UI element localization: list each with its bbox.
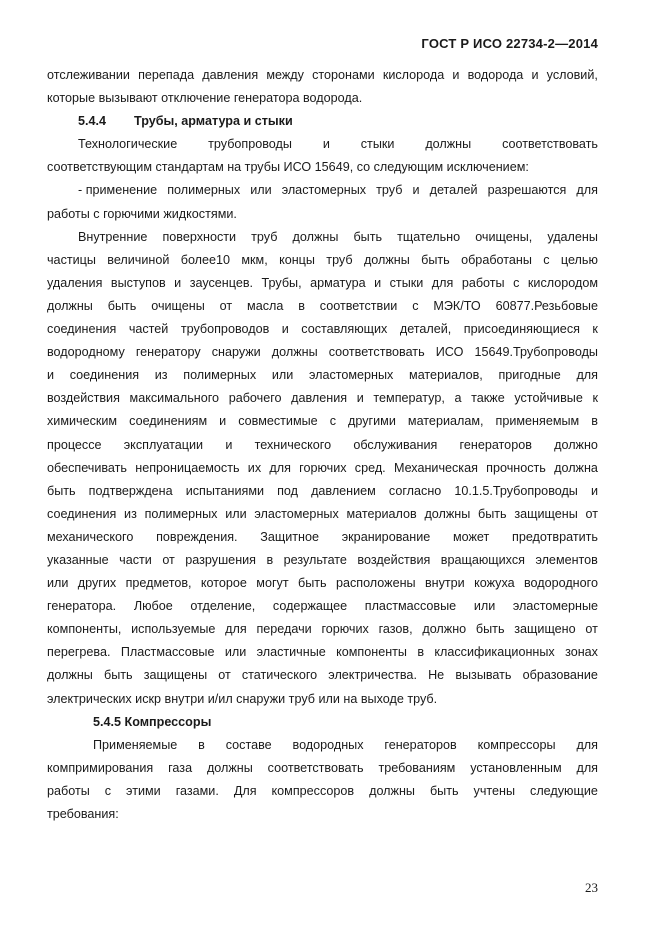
word: компримирования: [47, 760, 154, 775]
word: предотвратить: [512, 529, 598, 544]
word: передачи: [256, 622, 312, 637]
word: для: [576, 760, 598, 775]
text-line: [47, 595, 598, 618]
word: или: [225, 506, 247, 521]
word: должны: [369, 783, 415, 798]
word: пластмассовые: [364, 599, 457, 614]
word: эластомерных: [281, 183, 367, 198]
word: частицы: [47, 252, 96, 267]
word: быть: [103, 668, 133, 683]
document-body: [47, 64, 598, 826]
word: обслуживания: [353, 437, 438, 452]
word: Механическая: [393, 460, 478, 475]
word: под: [277, 483, 299, 498]
word: от: [218, 668, 231, 683]
word: испытаниями: [185, 483, 265, 498]
word: зонах: [565, 645, 598, 660]
word: элементов: [535, 552, 598, 567]
text-line: [47, 618, 598, 641]
word: перепада: [138, 68, 195, 82]
word: газами.: [175, 783, 219, 798]
word: с: [543, 252, 550, 267]
word: согласно: [388, 483, 442, 498]
word: труб: [251, 229, 278, 244]
word: расположены: [335, 576, 416, 591]
word: этими: [126, 783, 161, 798]
word: соединения: [47, 322, 117, 337]
word: защищены: [143, 668, 208, 683]
word: и: [219, 414, 227, 429]
word: быть: [107, 298, 137, 313]
text-line: [47, 664, 598, 687]
word: составляющих: [301, 322, 388, 337]
word: тщательно: [397, 229, 461, 244]
word: компоненты: [336, 645, 407, 660]
text-line: [47, 503, 598, 526]
word: обработаны: [461, 252, 532, 267]
word: для: [269, 460, 291, 475]
word: генератора.: [47, 599, 117, 614]
word: материалов: [346, 506, 417, 521]
word: трубопроводы: [208, 137, 292, 152]
word: водородного: [523, 576, 598, 591]
word: образование: [522, 668, 598, 683]
word: Внутренние: [78, 229, 148, 244]
word: химическим: [47, 414, 118, 429]
word: из: [154, 368, 168, 383]
word: Для: [233, 783, 257, 798]
page-number: 23: [585, 880, 598, 895]
section-title: Трубы, арматура и стыки: [134, 114, 293, 129]
word: могут: [256, 576, 289, 591]
word: работы с горючими жидкостями.: [47, 206, 237, 221]
word: быть: [478, 506, 507, 521]
word: Применяемые: [93, 737, 178, 752]
word: соединениям: [129, 414, 208, 429]
text-line: [47, 526, 598, 549]
text-line: [47, 480, 598, 503]
text-line: [47, 549, 598, 572]
word: должны: [363, 252, 410, 267]
word: применяемым: [495, 414, 580, 429]
word: соответствии: [319, 298, 398, 313]
word: очищены,: [475, 229, 533, 244]
word: материалов,: [409, 368, 483, 383]
word: составе: [225, 737, 272, 752]
word: разрушения: [185, 552, 256, 567]
word: быть: [429, 783, 459, 798]
word: генератору: [135, 345, 201, 360]
word: МЭК/ТО: [433, 298, 481, 313]
word: обеспечивать: [47, 460, 127, 475]
word: требования:: [47, 807, 119, 821]
word: должна: [554, 460, 598, 475]
text-line: [47, 64, 598, 87]
word: концы: [279, 252, 315, 267]
word: условий,: [546, 68, 598, 82]
word: может: [452, 529, 490, 544]
word: водородных: [292, 737, 364, 752]
text-line: [47, 133, 598, 156]
word: Технологические: [78, 137, 178, 152]
word: электрических искр внутри и/ил снаружи труб или на выходе труб.: [47, 691, 438, 706]
word: от: [162, 552, 175, 567]
word: электричества.: [328, 668, 417, 683]
word: быть: [421, 252, 450, 267]
word: стыки: [389, 275, 424, 290]
word: водорода: [467, 68, 524, 82]
word: в: [591, 414, 598, 429]
word: соответствовать: [328, 345, 425, 360]
word: компрессоров: [271, 783, 355, 798]
text-line: [47, 572, 598, 595]
word: Защитное: [260, 529, 320, 544]
word: и: [452, 68, 460, 82]
word: или: [47, 576, 69, 591]
word: от: [585, 622, 598, 637]
word: генераторов: [384, 737, 457, 752]
word: или: [224, 645, 247, 660]
word: поверхности: [162, 229, 237, 244]
word: сред.: [354, 460, 386, 475]
word: подтверждена: [88, 483, 173, 498]
word: давлением: [311, 483, 376, 498]
word: их: [247, 460, 262, 475]
word: процессе: [47, 437, 102, 452]
word: механического: [47, 529, 134, 544]
word: соединения: [69, 368, 140, 383]
word: снаружи: [211, 345, 261, 360]
word: целью: [560, 252, 598, 267]
text-line: [47, 780, 598, 803]
paragraph-exception: [47, 179, 598, 225]
word: быть: [47, 483, 76, 498]
word: и: [174, 275, 182, 290]
word: в: [198, 737, 205, 752]
word: 15649.Трубопроводы: [474, 345, 598, 360]
word: соответствовать: [502, 137, 598, 152]
word: и: [412, 183, 420, 198]
word: генераторов: [459, 437, 532, 452]
word: должны: [425, 137, 472, 152]
word: давления: [291, 391, 348, 406]
word: полимерных: [167, 183, 241, 198]
word: с: [412, 298, 419, 313]
word: устойчивые: [514, 391, 583, 406]
word: Пластмассовые: [120, 645, 215, 660]
text-line: [47, 457, 598, 480]
word: требованиям: [378, 760, 456, 775]
word: соответствовать: [267, 760, 364, 775]
text-line: [47, 295, 598, 318]
text-line: [47, 272, 598, 295]
text-line: [47, 226, 598, 249]
word: используемые: [131, 622, 216, 637]
word: водородному: [47, 345, 125, 360]
word: и: [374, 275, 382, 290]
word: соединения: [47, 506, 117, 521]
intro-paragraph: [47, 64, 598, 110]
word: заусенцев.: [189, 275, 254, 290]
word: сторонами: [312, 68, 375, 82]
word: должно: [422, 622, 467, 637]
word: которое: [200, 576, 247, 591]
word: максимального: [129, 391, 220, 406]
word: кислородом: [527, 275, 598, 290]
word: эксплуатации: [123, 437, 204, 452]
word: и: [225, 437, 233, 452]
text-line: [47, 341, 598, 364]
word: для: [225, 622, 247, 637]
word: вращающихся: [440, 552, 525, 567]
word: статического: [241, 668, 318, 683]
word: в: [298, 298, 305, 313]
word: полимерных: [144, 506, 218, 521]
word: очищены: [151, 298, 205, 313]
word: должны: [271, 345, 318, 360]
word: эластичные: [256, 645, 326, 660]
word: непроницаемость: [135, 460, 240, 475]
word: работы: [461, 275, 505, 290]
word: в: [417, 645, 425, 660]
word: с: [329, 414, 337, 429]
word: в: [266, 552, 274, 567]
word: для: [576, 368, 598, 383]
paragraph-inner-surfaces: [47, 226, 598, 711]
word: для: [576, 183, 598, 198]
word: удалены: [547, 229, 598, 244]
paragraph-compressors: [47, 734, 598, 826]
text-line: [47, 410, 598, 433]
word: и: [356, 391, 364, 406]
text-line: [47, 87, 598, 110]
word: ИСО: [435, 345, 464, 360]
word: частей: [128, 322, 169, 337]
word: величиной: [107, 252, 170, 267]
word: Трубы,: [261, 275, 302, 290]
word: деталей,: [399, 322, 452, 337]
word: учтены: [473, 783, 516, 798]
word: других: [77, 576, 117, 591]
word: компоненты,: [47, 622, 122, 637]
word: выступов: [110, 275, 166, 290]
text-line: [47, 757, 598, 780]
word: и: [322, 137, 330, 152]
word: полимерных: [183, 368, 257, 383]
text-line: [47, 688, 598, 711]
word: удаления: [47, 275, 103, 290]
word: вызывать: [455, 668, 512, 683]
word: компрессоры: [477, 737, 556, 752]
word: отделение,: [190, 599, 256, 614]
word: отслеживании: [47, 68, 130, 82]
word: должны: [47, 298, 93, 313]
word: к: [592, 322, 598, 337]
word: от: [219, 298, 233, 313]
text-line: [47, 641, 598, 664]
word: разрешаются: [487, 183, 567, 198]
word: и: [531, 68, 539, 82]
word: должны: [206, 760, 253, 775]
word: повреждения.: [156, 529, 238, 544]
word: или: [250, 183, 272, 198]
word: внутри: [424, 576, 465, 591]
word: трубопроводов: [180, 322, 270, 337]
word: перегрева.: [47, 645, 111, 660]
word: 10.1.5.Трубопроводы: [454, 483, 578, 498]
word: установленным: [470, 760, 562, 775]
section-heading-5-4-4: [47, 110, 598, 133]
word: также: [471, 391, 505, 406]
word: труб: [326, 252, 353, 267]
text-line: [47, 179, 598, 202]
word: указанные: [47, 552, 109, 567]
word: должно: [554, 437, 598, 452]
text-line: [47, 434, 598, 457]
word: содержащее: [272, 599, 348, 614]
word: защищено: [514, 622, 576, 637]
word: работы: [47, 783, 90, 798]
word: воздействия: [357, 552, 431, 567]
word: или: [271, 368, 294, 383]
word: технического: [254, 437, 332, 452]
section-number: 5.4.4: [78, 114, 107, 129]
word: присоединяющиеся: [463, 322, 580, 337]
word: материалам,: [407, 414, 484, 429]
word: Любое: [133, 599, 173, 614]
word: должны: [47, 668, 93, 683]
word: газа: [168, 760, 193, 775]
word: кожуха: [474, 576, 515, 591]
text-line: [47, 387, 598, 410]
word: арматура: [310, 275, 366, 290]
word: экранирование: [341, 529, 431, 544]
word: труб: [376, 183, 403, 198]
word: кислорода: [382, 68, 445, 82]
word: давления: [202, 68, 259, 82]
word: части: [119, 552, 152, 567]
word: горючих: [321, 622, 369, 637]
word: соответствующим стандартам на трубы ИСО 15649, со следующим исключением:: [47, 160, 529, 175]
word: следующие: [530, 783, 598, 798]
word: масла: [247, 298, 284, 313]
word: рабочего: [228, 391, 282, 406]
word: температур,: [373, 391, 445, 406]
word: или: [473, 599, 496, 614]
word: от: [585, 506, 598, 521]
word: горючих: [299, 460, 347, 475]
text-line: [47, 156, 598, 179]
word: к: [592, 391, 598, 406]
word: с: [513, 275, 520, 290]
word: а: [454, 391, 462, 406]
word: совместимые: [238, 414, 318, 429]
word: быть: [475, 622, 505, 637]
word: мкм,: [241, 252, 268, 267]
word: эластомерных: [254, 506, 339, 521]
word: другими: [348, 414, 396, 429]
word: газов,: [378, 622, 413, 637]
paragraph-technological-pipelines: [47, 133, 598, 179]
text-line: [47, 203, 598, 226]
text-line: [47, 249, 598, 272]
word: 60877.Резьбовые: [495, 298, 598, 313]
word: между: [266, 68, 304, 82]
text-line: [47, 364, 598, 387]
word: и: [590, 483, 598, 498]
word: стыки: [360, 137, 395, 152]
word: для: [431, 275, 454, 290]
word: из: [124, 506, 137, 521]
word: должны: [292, 229, 339, 244]
word: защищены: [514, 506, 578, 521]
word: прочность: [486, 460, 546, 475]
word: предметов,: [125, 576, 192, 591]
word: быть: [353, 229, 383, 244]
text-line: [47, 318, 598, 341]
word: должны: [424, 506, 471, 521]
word: - применение: [78, 183, 158, 198]
word: воздействия: [47, 391, 120, 406]
word: которые вызывают отключение генератора водорода.: [47, 91, 363, 106]
word: классификационных: [434, 645, 555, 660]
word: эластомерных: [308, 368, 394, 383]
word: и: [47, 368, 55, 383]
word: пригодные: [498, 368, 561, 383]
word: эластомерные: [512, 599, 598, 614]
word: и: [281, 322, 289, 337]
text-line: [47, 803, 598, 826]
word: деталей: [429, 183, 478, 198]
standard-code-header: ГОСТ Р ИСО 22734-2—2014: [421, 36, 598, 51]
word: быть: [297, 576, 327, 591]
word: более10: [180, 252, 231, 267]
word: Не: [428, 668, 445, 683]
word: с: [104, 783, 112, 798]
word: для: [576, 737, 598, 752]
section-heading-5-4-5: 5.4.5 Компрессоры: [93, 714, 212, 729]
text-line: [47, 734, 598, 757]
word: результате: [283, 552, 347, 567]
